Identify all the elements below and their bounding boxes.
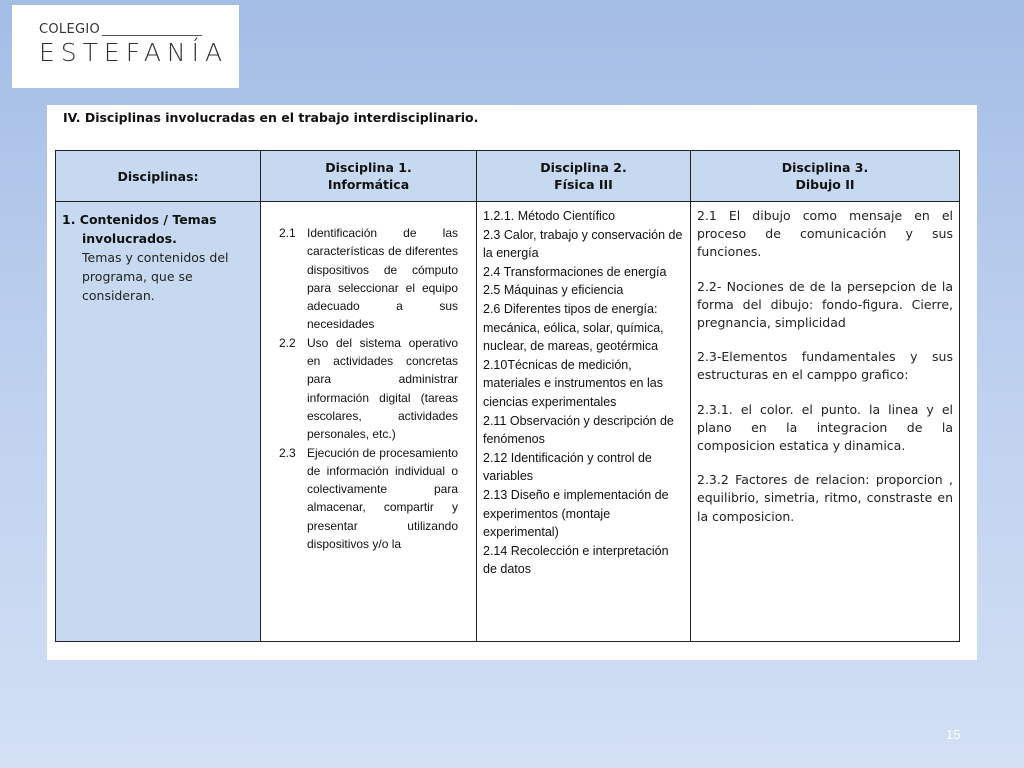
table-header-row xyxy=(56,151,960,202)
row-label-cell xyxy=(56,202,261,642)
item-number: 2.3 xyxy=(279,445,296,460)
header-line: Física III xyxy=(554,177,613,192)
list-item: 2.5 Máquinas y eficiencia xyxy=(483,283,624,298)
header-disciplina-2 xyxy=(477,151,691,202)
content-panel xyxy=(47,105,977,660)
slide-number: 15 xyxy=(946,727,961,742)
list-item: 2.3.1. el color. el punto. la linea y el plano en la integracion de la composicion estatica y dinamica. xyxy=(697,401,953,454)
logo-divider xyxy=(102,35,202,36)
list-item: 2.2- Nociones de de la persepcion de la forma del dibujo: fondo-figura. Cierre, pregnancia, simplicidad xyxy=(697,278,953,331)
row-label-title: 1. Contenidos / Temas xyxy=(62,212,217,227)
list-item: 1.2.1. Método Científico xyxy=(483,209,616,223)
list-item xyxy=(279,334,458,444)
fisica-cell xyxy=(477,202,691,642)
table-row xyxy=(56,202,960,642)
list-item: 2.10Técnicas de medición, materiales e instrumentos en las ciencias experimentales xyxy=(483,357,663,409)
list-item: 2.13 Diseño e implementación de experimentos (montaje experimental) xyxy=(483,487,669,540)
header-disciplina-3 xyxy=(691,151,960,202)
informatica-cell xyxy=(261,202,477,642)
list-item xyxy=(279,444,458,554)
item-text: Uso del sistema operativo en actividades concretas para administrar información digital (tareas escolares, actividades personales, etc.) xyxy=(307,335,458,442)
header-line: Disciplinas: xyxy=(117,168,199,184)
logo-main-text: ESTEFANÍA xyxy=(39,38,229,67)
header-line: Informática xyxy=(327,177,410,192)
list-item: 2.6 Diferentes tipos de energía: mecánica, eólica, solar, química, nuclear, de mareas, geotérmica xyxy=(483,301,664,354)
item-number: 2.1 xyxy=(279,226,296,240)
header-disciplina-1 xyxy=(261,151,477,202)
dibujo-cell xyxy=(691,202,960,642)
item-text: Ejecución de procesamiento de información individual o colectivamente para almacenar, compartir y presentar utilizando dispositivos y/o la xyxy=(307,445,458,552)
header-line: Disciplina 1. xyxy=(325,160,412,175)
row-label-subtitle: involucrados. xyxy=(82,231,177,246)
list-item: 2.3 Calor, trabajo y conservación de la energía xyxy=(483,227,683,261)
disciplines-table xyxy=(55,150,960,642)
logo-top-text: COLEGIO xyxy=(39,22,101,37)
list-item: 2.14 Recolección e interpretación de datos xyxy=(483,543,669,577)
list-item: 2.4 Transformaciones de energía xyxy=(483,264,667,279)
section-title: IV. Disciplinas involucradas en el trabajo interdisciplinario. xyxy=(63,110,479,125)
header-disciplinas xyxy=(56,151,261,202)
item-number: 2.2 xyxy=(279,335,296,350)
list-item: 2.1 El dibujo como mensaje en el proceso de comunicación y sus funciones. xyxy=(697,208,953,260)
school-logo xyxy=(12,5,239,88)
header-line: Disciplina 3. xyxy=(781,160,869,175)
list-item: 2.11 Observación y descripción de fenómenos xyxy=(483,413,674,447)
header-line: Dibujo II xyxy=(795,177,855,192)
header-line: Disciplina 2. xyxy=(540,160,627,175)
row-label-description: Temas y contenidos del programa, que se consideran. xyxy=(82,250,229,303)
list-item: 2.3-Elementos fundamentales y sus estructuras en el camppo grafico: xyxy=(697,349,953,383)
list-item: 2.3.2 Factores de relacion: proporcion , equilibrio, simetria, ritmo, constraste en la composicion. xyxy=(697,472,953,524)
list-item xyxy=(279,224,458,334)
list-item: 2.12 Identificación y control de variables xyxy=(483,450,652,484)
item-text: Identificación de las características de diferentes dispositivos de cómputo para seleccionar el equipo adecuado a sus necesidades xyxy=(307,226,458,332)
